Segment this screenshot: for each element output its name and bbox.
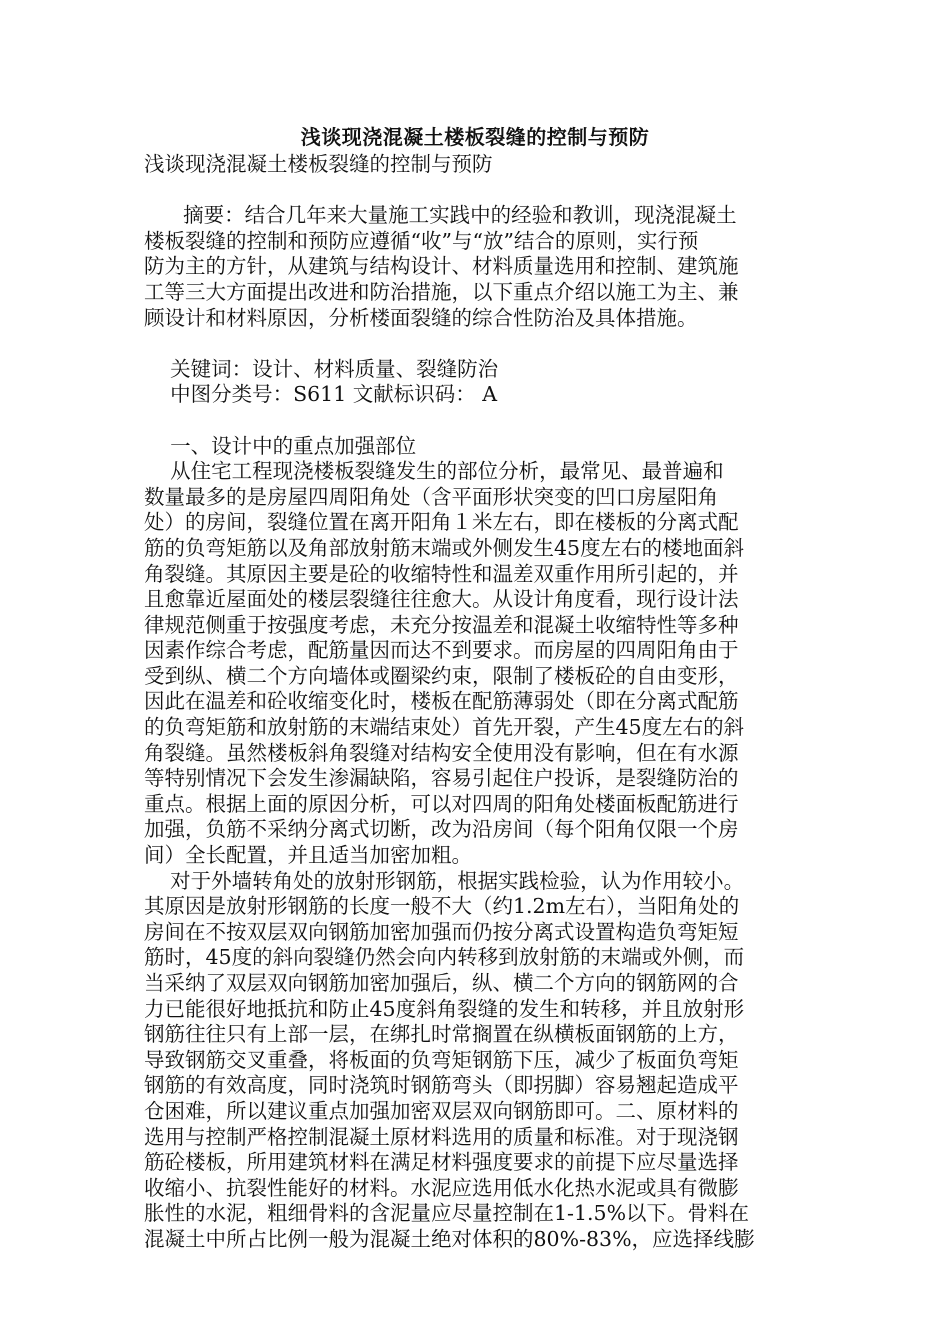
text-line: 律规范侧重于按强度考虑，未充分按温差和混凝土收缩特性等多种: [144, 612, 739, 637]
text-line: 楼板裂缝的控制和预防应遵循“收”与“放”结合的原则，实行预: [144, 228, 699, 253]
text-line: 且愈靠近屋面处的楼层裂缝往往愈大。从设计角度看，现行设计法: [144, 587, 739, 612]
text-line: 的负弯矩筋和放射筋的末端结束处）首先开裂，产生45度左右的斜: [144, 715, 745, 740]
document-title: 浅谈现浇混凝土楼板裂缝的控制与预防: [300, 125, 650, 149]
text-line: 其原因是放射形钢筋的长度一般不大（约1.2m左右），当阳角处的: [144, 894, 740, 919]
text-line: 选用与控制严格控制混凝土原材料选用的质量和标准。对于现浇钢: [144, 1124, 739, 1149]
text-line: 因素作综合考虑，配筋量因而达不到要求。而房屋的四周阳角由于: [144, 638, 739, 663]
text-line: 因此在温差和砼收缩变化时，楼板在配筋薄弱处（即在分离式配筋: [144, 689, 739, 714]
text-line: 筋砼楼板，所用建筑材料在满足材料强度要求的前提下应尽量选择: [144, 1150, 739, 1175]
text-line: 混凝土中所占比例一般为混凝土绝对体积的80%-83%，应选择线膨: [144, 1226, 755, 1251]
text-line: 力已能很好地抵抗和防止45度斜角裂缝的发生和转移，并且放射形: [144, 996, 745, 1021]
text-line: 浅谈现浇混凝土楼板裂缝的控制与预防: [144, 152, 493, 176]
text-line: 仓困难，所以建议重点加强加密双层双向钢筋即可。二、原材料的: [144, 1098, 739, 1123]
blank-line: [144, 178, 804, 204]
text-line: 钢筋往往只有上部一层，在绑扎时常搁置在纵横板面钢筋的上方，: [144, 1022, 739, 1047]
blank-line: [144, 408, 804, 434]
text-line: 等特别情况下会发生渗漏缺陷，容易引起住户投诉，是裂缝防治的: [144, 766, 739, 791]
text-line: 间）全长配置，并且适当加密加粗。: [144, 843, 472, 868]
text-line: 一、设计中的重点加强部位: [144, 433, 417, 458]
text-line: 导致钢筋交叉重叠，将板面的负弯矩钢筋下压，减少了板面负弯矩: [144, 1047, 739, 1072]
text-line: 防为主的方针，从建筑与结构设计、材料质量选用和控制、建筑施: [144, 254, 739, 279]
document-body: [144, 152, 804, 1253]
text-line: 重点。根据上面的原因分析，可以对四周的阳角处楼面板配筋进行: [144, 791, 739, 816]
text-line: 数量最多的是房屋四周阳角处（含平面形状突变的凹口房屋阳角: [144, 484, 718, 509]
blank-line: [144, 331, 804, 357]
text-line: 收缩小、抗裂性能好的材料。水泥应选用低水化热水泥或具有微膨: [144, 1175, 739, 1200]
text-line: 处）的房间，裂缝位置在离开阳角１米左右，即在楼板的分离式配: [144, 510, 739, 535]
text-line: 角裂缝。虽然楼板斜角裂缝对结构安全使用没有影响，但在有水源: [144, 740, 739, 765]
text-line: 当采纳了双层双向钢筋加密加强后，纵、横二个方向的钢筋网的合: [144, 971, 739, 995]
text-line: 工等三大方面提出改进和防治措施，以下重点介绍以施工为主、兼: [144, 279, 739, 304]
text-line: 胀性的水泥，粗细骨料的含泥量应尽量控制在1-1.5%以下。骨料在: [144, 1201, 750, 1226]
text-line: 加强，负筋不采纳分离式切断，改为沿房间（每个阳角仅限一个房: [144, 817, 739, 842]
text-line: 摘要：结合几年来大量施工实践中的经验和教训，现浇混凝土: [144, 203, 737, 228]
text-line: 从住宅工程现浇楼板裂缝发生的部位分析，最常见、最普遍和: [144, 459, 724, 484]
text-line: 关键词：设计、材料质量、裂缝防治: [144, 356, 499, 381]
text-line: 受到纵、横二个方向墙体或圈梁约束，限制了楼板砼的自由变形，: [144, 663, 739, 688]
text-line: 筋时，45度的斜向裂缝仍然会向内转移到放射筋的末端或外侧，而: [144, 945, 745, 970]
text-line: 角裂缝。其原因主要是砼的收缩特性和温差双重作用所引起的，并: [144, 561, 739, 586]
text-line: 筋的负弯矩筋以及角部放射筋末端或外侧发生45度左右的楼地面斜: [144, 535, 745, 560]
text-line: 钢筋的有效高度，同时浇筑时钢筋弯头（即拐脚）容易翘起造成平: [144, 1073, 739, 1098]
text-line: 中图分类号：S611 文献标识码： A: [144, 382, 498, 407]
text-line: 房间在不按双层双向钢筋加密加强而仍按分离式设置构造负弯矩短: [144, 919, 739, 944]
text-line: 对于外墙转角处的放射形钢筋，根据实践检验，认为作用较小。: [144, 868, 745, 893]
text-line: 顾设计和材料原因，分析楼面裂缝的综合性防治及具体措施。: [144, 305, 698, 330]
